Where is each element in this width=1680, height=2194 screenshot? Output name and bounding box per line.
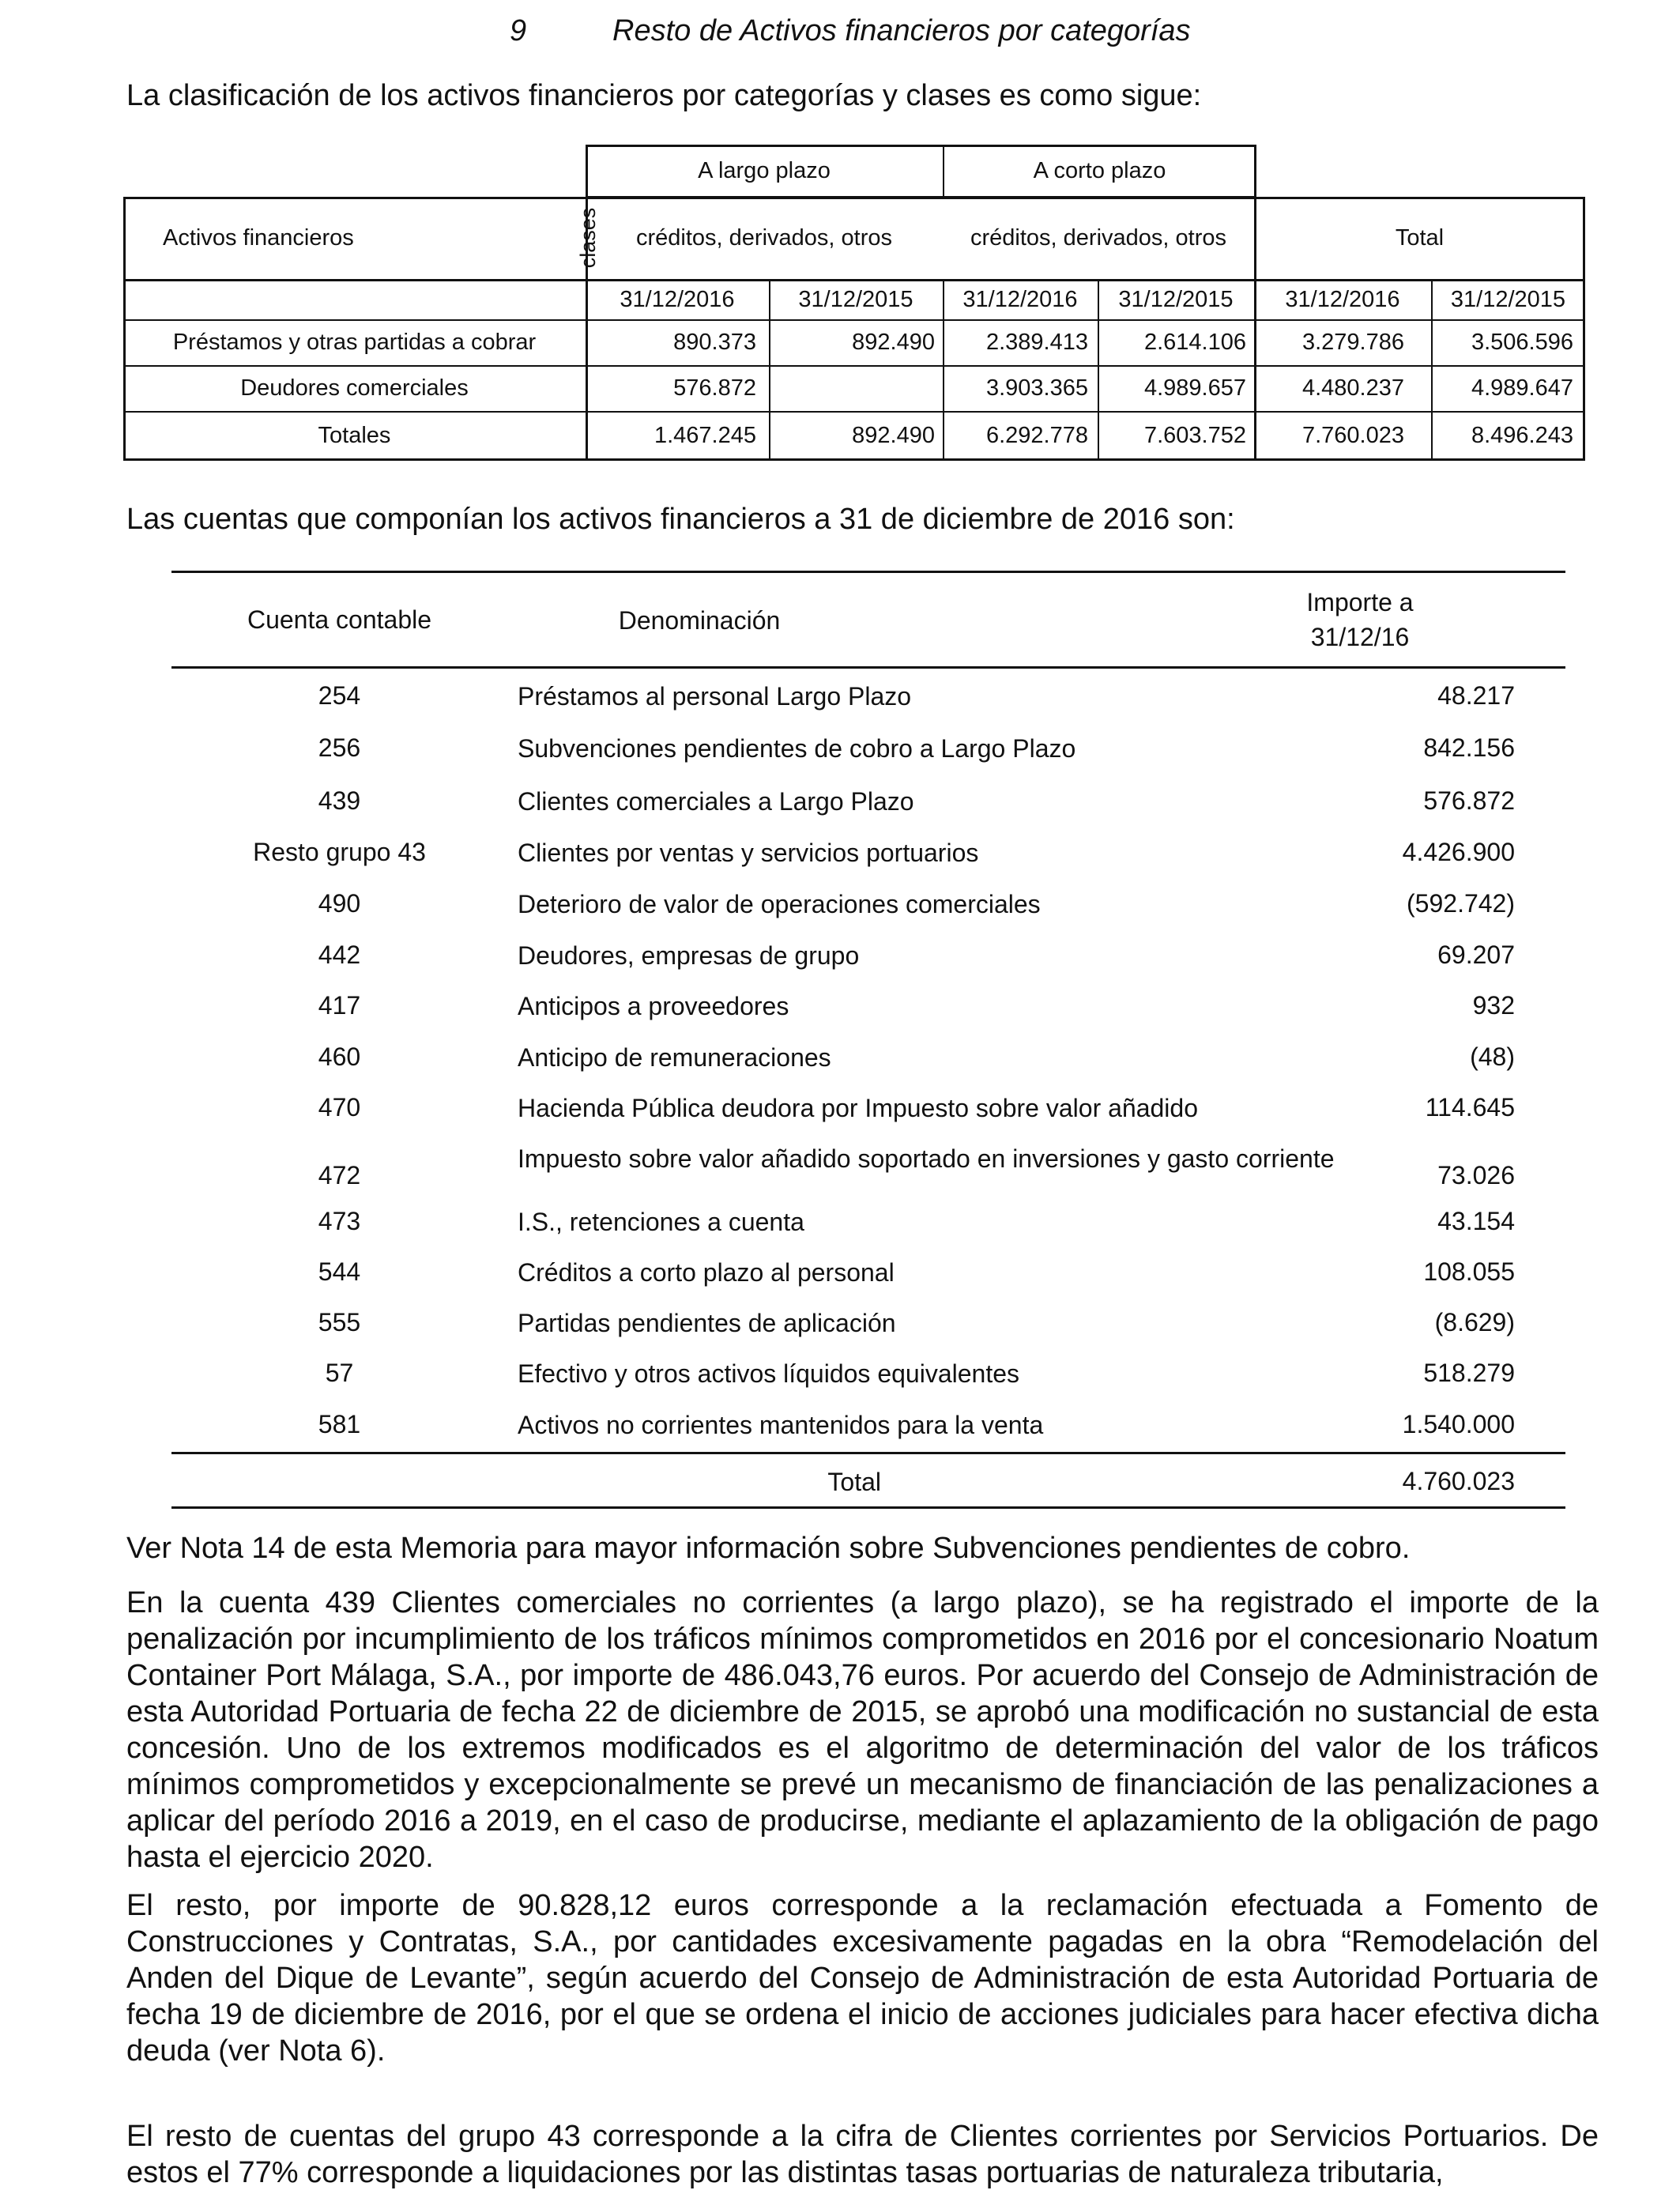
account-code: 417 bbox=[318, 991, 361, 1020]
t1-group-largo: A largo plazo bbox=[698, 158, 831, 183]
account-name: Deudores, empresas de grupo bbox=[518, 941, 860, 970]
t1-cell: 7.760.023 bbox=[1301, 423, 1404, 448]
t2-total-row bbox=[171, 1465, 1565, 1500]
account-amount: 576.872 bbox=[1423, 786, 1515, 815]
t1-cell: 892.490 bbox=[852, 330, 935, 355]
account-name: Anticipo de remuneraciones bbox=[518, 1043, 831, 1072]
account-amount: 73.026 bbox=[1437, 1161, 1515, 1189]
t1-sub-corto: créditos, derivados, otros bbox=[970, 225, 1226, 251]
account-name: I.S., retenciones a cuenta bbox=[518, 1208, 804, 1236]
paragraph-grupo-43: El resto de cuentas del grupo 43 corresponde a la cifra de Clientes corrientes por Servicios Portuarios. De estos el 77% corresponde a liquidaciones por las distintas tasas portuarias de naturaleza tributaria, bbox=[126, 2120, 1599, 2189]
account-amount: 43.154 bbox=[1437, 1207, 1515, 1235]
account-amount: 842.156 bbox=[1423, 733, 1515, 762]
t2-header-row bbox=[171, 586, 1565, 658]
account-name: Partidas pendientes de aplicación bbox=[518, 1309, 896, 1337]
account-code: 256 bbox=[318, 733, 361, 762]
t1-cell: 3.903.365 bbox=[985, 375, 1088, 401]
account-code: 254 bbox=[318, 681, 361, 710]
table-row bbox=[171, 732, 1565, 767]
t1-hline bbox=[123, 365, 1585, 367]
table-row bbox=[171, 1205, 1565, 1240]
t2-bottom-rule bbox=[171, 1506, 1565, 1509]
t2-total-rule bbox=[171, 1452, 1565, 1454]
account-code: 460 bbox=[318, 1042, 361, 1071]
t1-date: 31/12/2015 bbox=[798, 287, 913, 312]
table-row bbox=[171, 1408, 1565, 1443]
account-name: Clientes por ventas y servicios portuarios bbox=[518, 839, 979, 867]
account-name: Créditos a corto plazo al personal bbox=[518, 1258, 895, 1287]
t1-group-corto: A corto plazo bbox=[1033, 158, 1166, 183]
t1-date: 31/12/2016 bbox=[962, 287, 1078, 312]
t1-cell: 3.279.786 bbox=[1301, 330, 1404, 355]
t2-total-label: Total bbox=[827, 1468, 881, 1496]
t1-sub-largo: créditos, derivados, otros bbox=[636, 225, 892, 251]
account-name: Deterioro de valor de operaciones comerciales bbox=[518, 890, 1041, 918]
t1-hline bbox=[123, 411, 1585, 413]
t1-row-label: Deudores comerciales bbox=[240, 375, 469, 401]
t1-hline bbox=[123, 319, 1585, 321]
intro-paragraph-1: La clasificación de los activos financieros por categorías y clases es como sigue: bbox=[126, 79, 1202, 112]
t2-col-importe-line1: Importe a bbox=[1306, 588, 1414, 616]
table-row bbox=[171, 990, 1565, 1024]
table-row bbox=[171, 939, 1565, 974]
section-title: Resto de Activos financieros por categorías bbox=[612, 14, 1191, 47]
t1-cell: 4.480.237 bbox=[1301, 375, 1404, 401]
account-name: Anticipos a proveedores bbox=[518, 992, 789, 1020]
account-code: 581 bbox=[318, 1410, 361, 1438]
t1-cell: 6.292.778 bbox=[985, 423, 1088, 448]
t1-row-label: Totales bbox=[318, 423, 391, 448]
table-row bbox=[171, 1306, 1565, 1341]
table-row bbox=[171, 1091, 1565, 1126]
account-name: Activos no corrientes mantenidos para la venta bbox=[518, 1411, 1044, 1439]
account-amount: 4.426.900 bbox=[1402, 838, 1515, 866]
t1-date: 31/12/2015 bbox=[1450, 287, 1566, 312]
account-code: 473 bbox=[318, 1207, 361, 1235]
t1-cell: 1.467.245 bbox=[654, 423, 756, 448]
t1-cell: 2.614.106 bbox=[1143, 330, 1246, 355]
paragraph-nota-14: Ver Nota 14 de esta Memoria para mayor información sobre Subvenciones pendientes de cobro. bbox=[126, 1532, 1411, 1565]
account-amount: (8.629) bbox=[1434, 1308, 1515, 1336]
t2-header-rule bbox=[171, 666, 1565, 669]
t1-cell: 890.373 bbox=[673, 330, 756, 355]
table-row bbox=[171, 1041, 1565, 1076]
t1-cell: 8.496.243 bbox=[1471, 423, 1573, 448]
account-amount: 69.207 bbox=[1437, 941, 1515, 969]
account-amount: (48) bbox=[1470, 1042, 1515, 1071]
account-name: Hacienda Pública deudora por Impuesto sobre valor añadido bbox=[518, 1094, 1198, 1122]
account-code: 57 bbox=[325, 1359, 354, 1387]
account-code: Resto grupo 43 bbox=[253, 838, 426, 866]
t1-cell: 576.872 bbox=[673, 375, 756, 401]
t1-row-label: Préstamos y otras partidas a cobrar bbox=[172, 330, 537, 355]
table-row bbox=[171, 680, 1565, 714]
t1-col-clases: clases bbox=[576, 207, 600, 269]
account-name: Impuesto sobre valor añadido soportado en inversiones y gasto corriente bbox=[518, 1144, 1335, 1173]
t2-col-denominacion: Denominación bbox=[618, 606, 781, 635]
table-row bbox=[171, 1256, 1565, 1291]
account-name: Préstamos al personal Largo Plazo bbox=[518, 682, 912, 711]
account-code: 544 bbox=[318, 1257, 361, 1286]
t2-total-amount: 4.760.023 bbox=[1402, 1467, 1515, 1495]
t1-date: 31/12/2016 bbox=[620, 287, 735, 312]
account-amount: 932 bbox=[1472, 991, 1515, 1020]
t2-top-rule bbox=[171, 571, 1565, 573]
t1-hline bbox=[123, 279, 1585, 281]
account-amount: (592.742) bbox=[1407, 889, 1515, 918]
table-row bbox=[171, 1357, 1565, 1392]
paragraph-cuenta-439: En la cuenta 439 Clientes comerciales no corrientes (a largo plazo), se ha registrado el importe de la penalización por incumplimiento de los tráficos mínimos comprometidos en 2016 por el concesionario Noatum Container Port Málaga, S.A., por importe de 486.043,76 euros. Por acuerdo del Consejo de Administración de esta Autoridad Portuaria de fecha 22 de diciembre de 2015, se aprobó una modificación no sustancial de esta concesión. Uno de los extremos modificados es el algoritmo de determinación del valor de los tráficos mínimos comprometidos y excepcionalmente se prevé un mecanismo de financiación de las penalizaciones a aplicar del período 2016 a 2019, en el caso de producirse, mediante el aplazamiento de la obligación de pago hasta el ejercicio 2020. bbox=[126, 1586, 1599, 1874]
account-code: 439 bbox=[318, 786, 361, 815]
account-code: 490 bbox=[318, 889, 361, 918]
account-amount: 518.279 bbox=[1423, 1359, 1515, 1387]
section-number: 9 bbox=[510, 14, 527, 47]
account-code: 472 bbox=[318, 1161, 361, 1189]
intro-paragraph-2: Las cuentas que componían los activos financieros a 31 de diciembre de 2016 son: bbox=[126, 503, 1235, 536]
financial-assets-classification-table bbox=[123, 145, 1585, 461]
t1-cell: 2.389.413 bbox=[985, 330, 1088, 355]
account-amount: 108.055 bbox=[1423, 1257, 1515, 1286]
t1-col-total: Total bbox=[1395, 225, 1445, 251]
t1-cell: 7.603.752 bbox=[1143, 423, 1246, 448]
t2-col-cuenta: Cuenta contable bbox=[247, 605, 432, 634]
account-amount: 114.645 bbox=[1425, 1093, 1515, 1122]
t1-cell: 4.989.647 bbox=[1471, 375, 1573, 401]
account-code: 442 bbox=[318, 941, 361, 969]
account-name: Clientes comerciales a Largo Plazo bbox=[518, 787, 914, 816]
table-row bbox=[171, 836, 1565, 871]
table-row bbox=[171, 785, 1565, 820]
table-row bbox=[171, 1142, 1565, 1208]
t1-cell: 3.506.596 bbox=[1471, 330, 1573, 355]
section-heading bbox=[510, 11, 1300, 51]
account-amount: 48.217 bbox=[1437, 681, 1515, 710]
account-code: 555 bbox=[318, 1308, 361, 1336]
paragraph-resto: El resto, por importe de 90.828,12 euros corresponde a la reclamación efectuada a Fomento de Construcciones y Contratas, S.A., por cantidades excesivamente pagadas en la obra “Remodelación del Anden del Dique de Levante”, según acuerdo del Consejo de Administración de esta Autoridad Portuaria de fecha 19 de diciembre de 2016, por el que se ordena el inicio de acciones judiciales para hacer efectiva dicha deuda (ver Nota 6). bbox=[126, 1889, 1599, 2068]
t1-date: 31/12/2015 bbox=[1118, 287, 1234, 312]
account-name: Efectivo y otros activos líquidos equivalentes bbox=[518, 1359, 1019, 1388]
account-name: Subvenciones pendientes de cobro a Largo Plazo bbox=[518, 734, 1076, 763]
t1-col-activos: Activos financieros bbox=[163, 225, 354, 251]
table-row bbox=[171, 888, 1565, 922]
t1-cell: 4.989.657 bbox=[1143, 375, 1246, 401]
account-amount: 1.540.000 bbox=[1402, 1410, 1515, 1438]
account-code: 470 bbox=[318, 1093, 361, 1122]
t1-date: 31/12/2016 bbox=[1285, 287, 1400, 312]
t2-col-importe-line2: 31/12/16 bbox=[1310, 623, 1410, 651]
t1-cell: 892.490 bbox=[852, 423, 935, 448]
